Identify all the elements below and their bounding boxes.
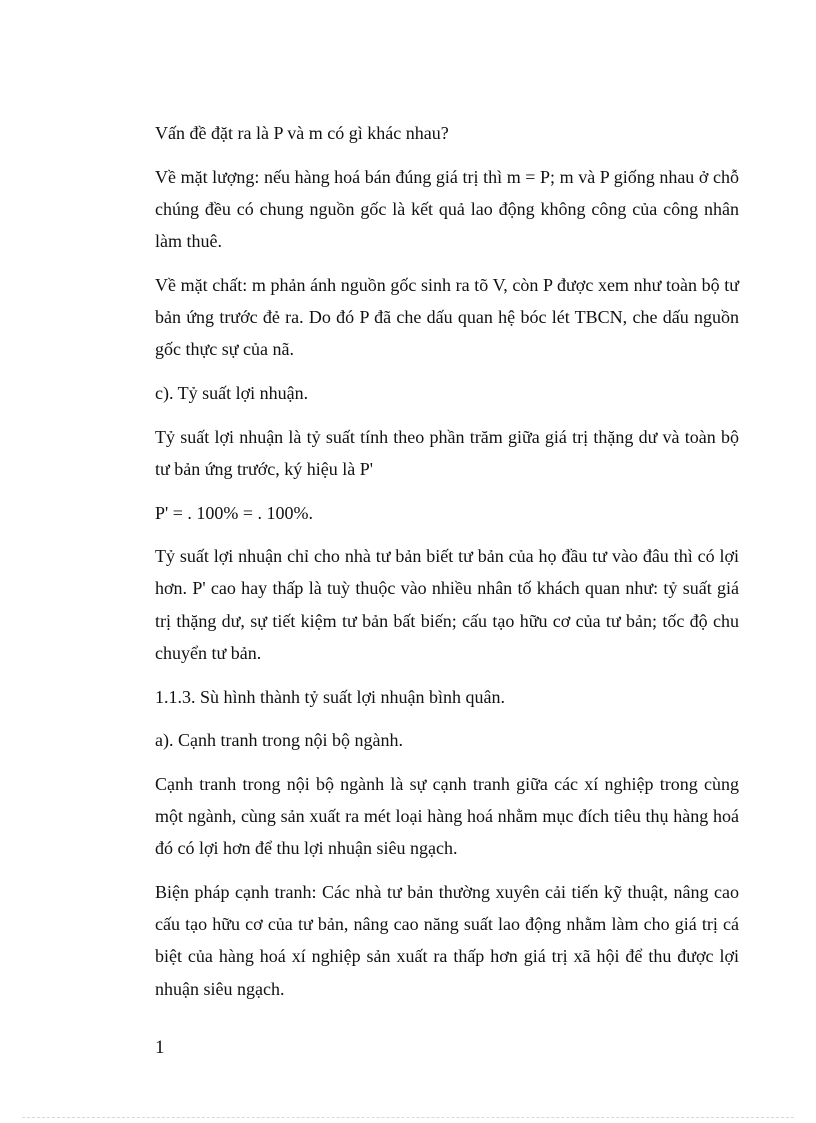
heading-average-profit-rate: 1.1.3. Sù hình thành tỷ suất lợi nhuận bình quân. — [155, 686, 505, 707]
paragraph-quality: Về mặt chất: m phản ánh nguồn gốc sinh ra tõ V, còn P được xem như toàn bộ tư bản ứng trước đẻ ra. Do đó P đã che dấu quan hệ bóc lét TBCN, che dấu nguồn gốc thực sự của nã. — [155, 274, 739, 360]
page-content — [155, 117, 739, 1016]
paragraph-profit-rate-factors: Tỷ suất lợi nhuận chỉ cho nhà tư bản biết tư bản của họ đầu tư vào đâu thì có lợi hơn. P' cao hay thấp là tuỳ thuộc vào nhiều nhân tố khách quan như: tỷ suất giá trị thặng dư, sự tiết kiệm tư bản bất biến; cấu tạo hữu cơ của tư bản; tốc độ chu chuyển tư bản. — [155, 546, 739, 663]
paragraph-question: Vấn đề đặt ra là P và m có gì khác nhau? — [155, 123, 449, 143]
paragraph-quantity: Về mặt lượng: nếu hàng hoá bán đúng giá trị thì m = P; m và P giống nhau ở chỗ chúng đều có chung nguồn gốc là kết quả lao động không công của công nhân làm thuê. — [155, 166, 739, 252]
page-number: 1 — [155, 1037, 165, 1058]
paragraph-competition-definition: Cạnh tranh trong nội bộ ngành là sự cạnh tranh giữa các xí nghiệp trong cùng một ngành, cùng sản xuất ra mét loại hàng hoá nhằm mục đích tiêu thụ hàng hoá đó có lợi hơn để thu lợi nhuận siêu ngạch. — [155, 773, 739, 859]
heading-profit-rate: c). Tỷ suất lợi nhuận. — [155, 382, 309, 403]
page-bottom-border — [22, 1117, 794, 1118]
paragraph-profit-rate-definition: Tỷ suất lợi nhuận là tỷ suất tính theo phần trăm giữa giá trị thặng dư và toàn bộ tư bản ứng trước, ký hiệu là P' — [155, 426, 739, 479]
formula-profit-rate: P' = . 100% = . 100%. — [155, 502, 314, 523]
heading-intra-industry-competition: a). Cạnh tranh trong nội bộ ngành. — [155, 730, 403, 751]
paragraph-competition-measures: Biện pháp cạnh tranh: Các nhà tư bản thường xuyên cải tiến kỹ thuật, nâng cao cấu tạo hữu cơ của tư bản, nâng cao năng suất lao động nhằm làm cho giá trị cá biệt của hàng hoá xí nghiệp sản xuất ra thấp hơn giá trị xã hội để thu được lợi nhuận siêu ngạch. — [155, 882, 739, 999]
